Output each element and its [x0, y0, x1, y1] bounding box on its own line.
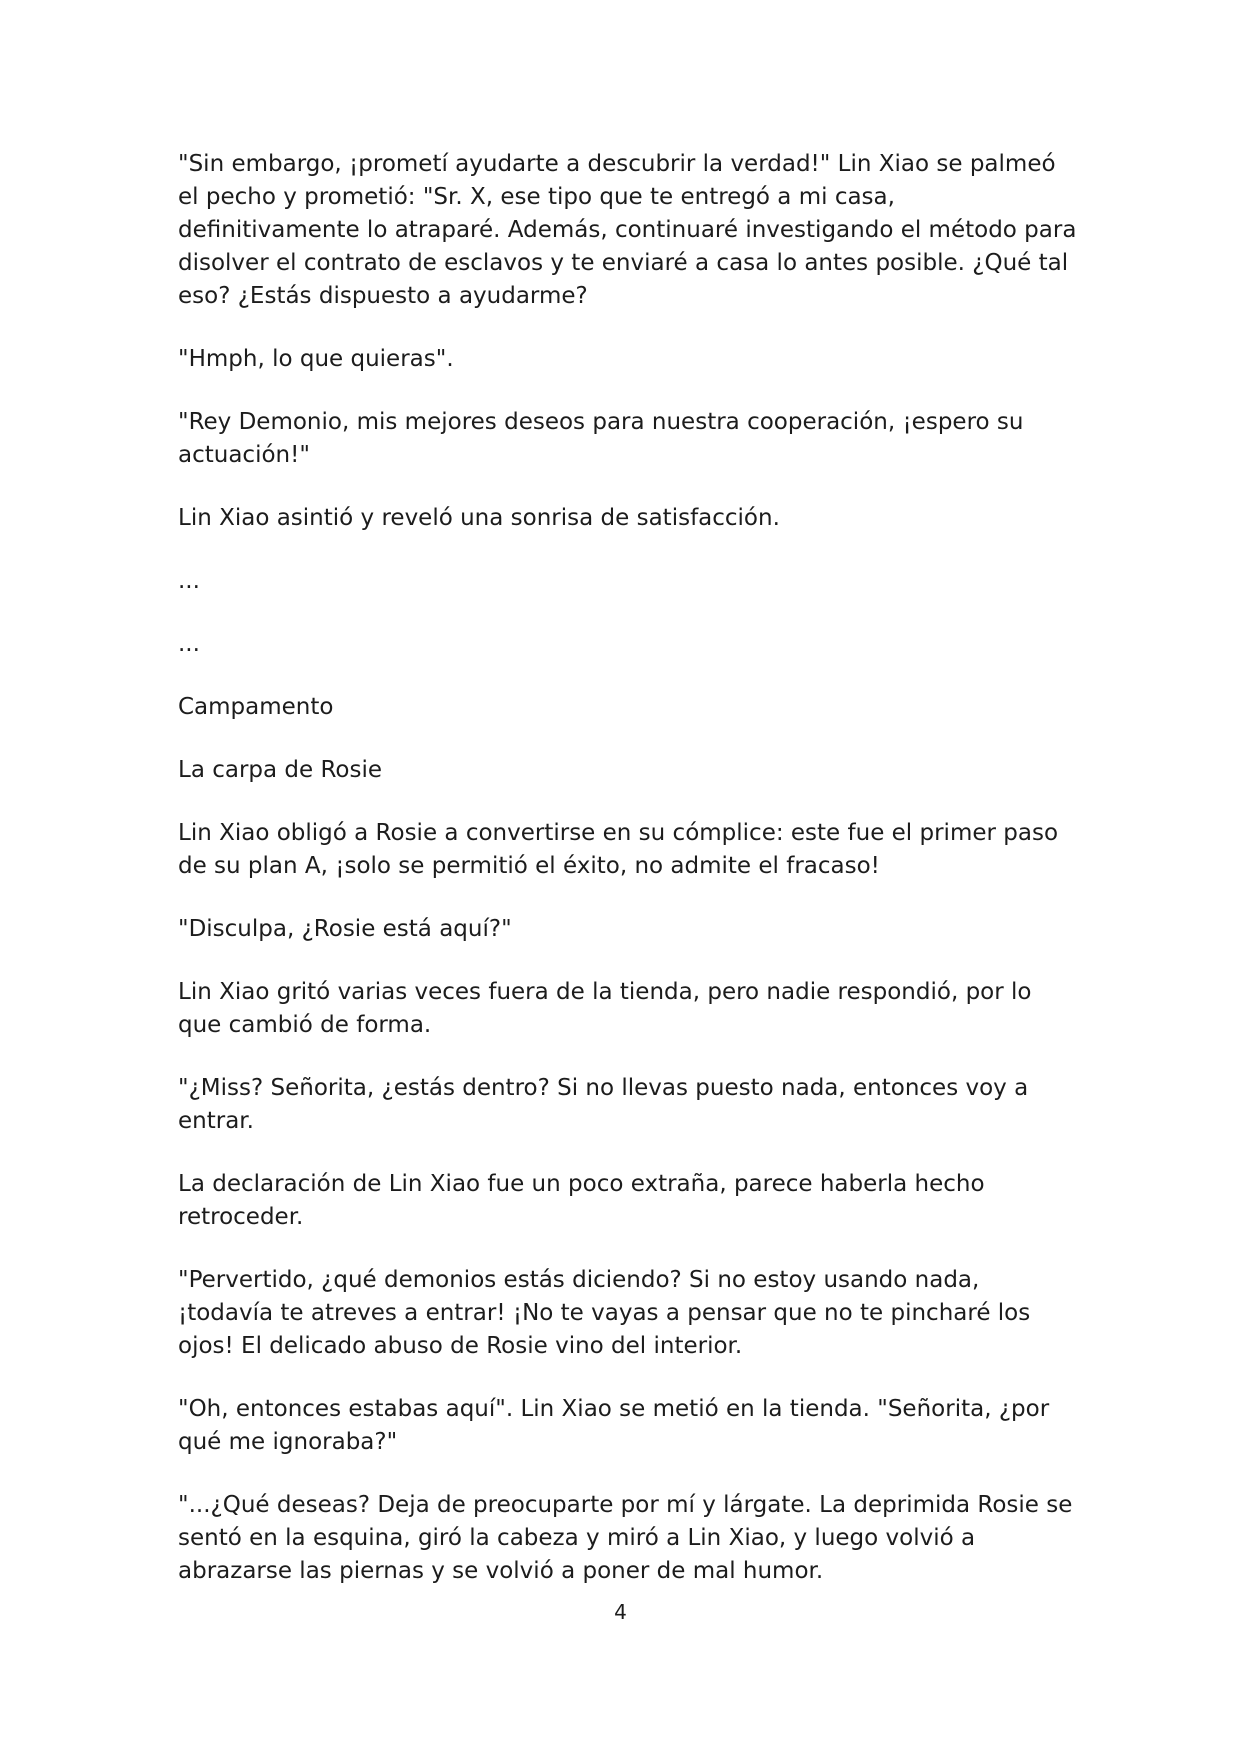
document-body: [178, 148, 1078, 1618]
paragraph: "Disculpa, ¿Rosie está aquí?": [178, 916, 512, 942]
paragraph: "Sin embargo, ¡prometí ayudarte a descubrir la verdad!" Lin Xiao se palmeó el pecho y prometió: "Sr. X, ese tipo que te entregó a mi casa, definitivamente lo atraparé. Además, continuaré investigando el método para disolver el contrato de esclavos y te enviaré a casa lo antes posible. ¿Qué tal eso? ¿Estás dispuesto a ayudarme?: [178, 151, 1077, 309]
location-subheading: La carpa de Rosie: [178, 757, 383, 783]
paragraph: Lin Xiao obligó a Rosie a convertirse en su cómplice: este fue el primer paso de su plan A, ¡solo se permitió el éxito, no admite el fracaso!: [178, 820, 1059, 879]
paragraph: "Rey Demonio, mis mejores deseos para nuestra cooperación, ¡espero su actuación!": [178, 409, 1024, 468]
paragraph: "¿Miss? Señorita, ¿estás dentro? Si no llevas puesto nada, entonces voy a entrar.: [178, 1075, 1029, 1134]
paragraph: "Pervertido, ¿qué demonios estás diciendo? Si no estoy usando nada, ¡todavía te atreves a entrar! ¡No te vayas a pensar que no te pincharé los ojos! El delicado abuso de Rosie vino del interior.: [178, 1267, 1031, 1359]
paragraph: "Hmph, lo que quieras".: [178, 346, 454, 372]
scene-break: ...: [178, 568, 200, 594]
paragraph: "Oh, entonces estabas aquí". Lin Xiao se metió en la tienda. "Señorita, ¿por qué me ignoraba?": [178, 1396, 1050, 1455]
paragraph: La declaración de Lin Xiao fue un poco extraña, parece haberla hecho retroceder.: [178, 1171, 985, 1230]
page-number: 4: [614, 1600, 627, 1624]
scene-break: ...: [178, 631, 200, 657]
paragraph: Lin Xiao gritó varias veces fuera de la tienda, pero nadie respondió, por lo que cambió de forma.: [178, 979, 1032, 1038]
paragraph: "...¿Qué deseas? Deja de preocuparte por mí y lárgate. La deprimida Rosie se sentó en la esquina, giró la cabeza y miró a Lin Xiao, y luego volvió a abrazarse las piernas y se volvió a poner de mal humor.: [178, 1492, 1073, 1584]
location-heading: Campamento: [178, 694, 334, 720]
paragraph: Lin Xiao asintió y reveló una sonrisa de satisfacción.: [178, 505, 780, 531]
